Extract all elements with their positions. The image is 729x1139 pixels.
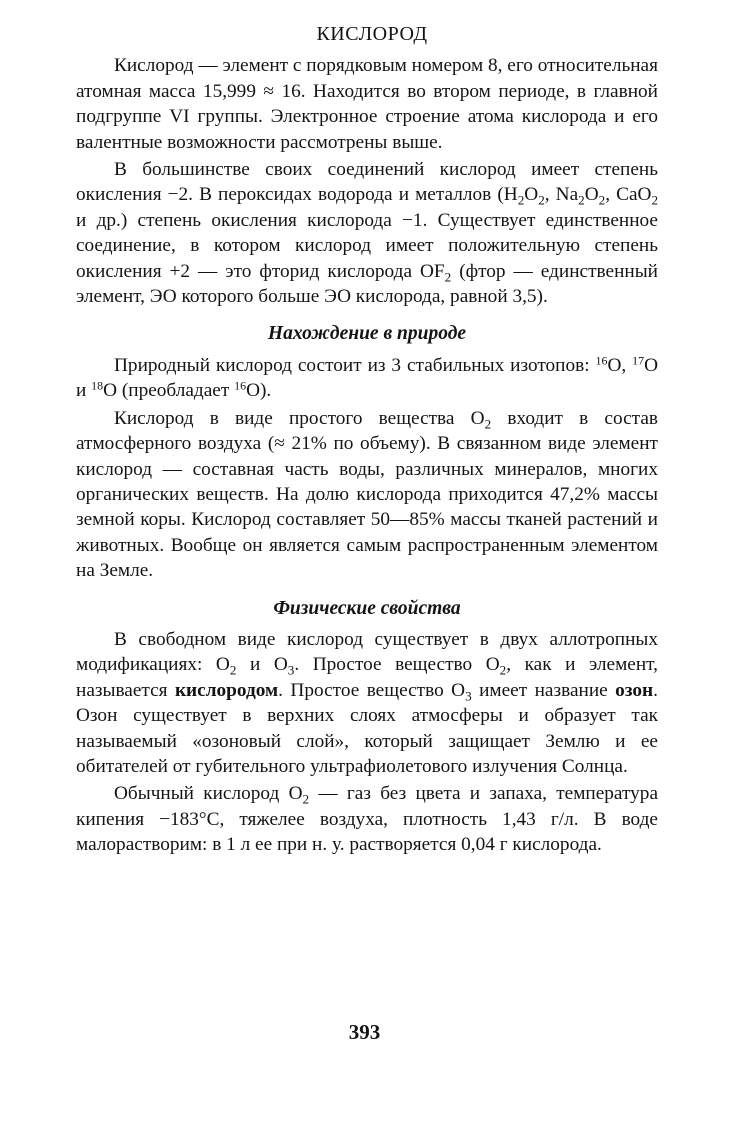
subscript: 2 [302,791,310,807]
section-heading-finding: Нахождение в природе [267,323,467,345]
formula-part: O [215,654,230,676]
formula-part: O [451,679,466,701]
formula-part: CaO [616,184,652,206]
bold-term-oxygen: кислородом [174,679,279,701]
text-run: O (преобладает [103,380,235,402]
subscript: 2 [578,193,585,209]
subscript: 2 [598,193,606,209]
text-run: , [605,184,617,206]
text-run: , [544,184,556,206]
text-run: Природный кислород состоит из 3 стабильных изотопов: [114,354,596,376]
formula-na2o2 [555,184,606,209]
text-run: В большинстве своих соединений кислород имеет степень окисления −2. В пероксидах водорода и металлов ( [76,159,658,206]
bold-term-ozone: озон [615,679,654,701]
superscript: 18 [91,378,104,393]
text-run: , как и элемент, называется [76,654,658,701]
page-title: КИСЛОРОД [316,23,428,45]
text-run: входит в состав атмосферного воздуха (≈ 21% по объему). В связанном виде элемент кислород — составная часть воды, различных минералов, многих органических веществ. На долю кислорода приходится 47,2% массы земной коры. Кислород составляет 50—85% массы тканей растений и животных. Вообще он является самым распространенным элементом на Земле. [76,407,658,582]
page-content [76,22,658,858]
paragraph-physical [76,781,658,857]
subscript: 3 [465,688,472,704]
formula-part: OF [420,260,445,282]
formula-part: O [470,407,485,429]
subscript: 2 [484,416,492,432]
text-run: Обычный кислород [114,783,289,805]
paragraph-abundance [76,406,658,584]
formula-part: O [524,184,539,206]
text-run: Кислород в виде простого вещества [114,407,471,429]
subscript: 3 [287,662,295,678]
text-run: O и [76,354,658,402]
formula-part: O [288,783,303,805]
text-run: . Простое вещество [278,679,452,701]
formula-part: O [485,654,500,676]
page-number: 393 [348,1020,381,1044]
formula-part: O [273,654,288,676]
superscript: 17 [632,353,645,368]
paragraph-allotropes [76,627,658,779]
subscript: 2 [538,193,545,209]
formula-part: H [503,184,518,206]
text-run: O, [607,354,633,376]
text-run: и др.) степень окисления кислорода −1. Существует единственное соединение, в котором кислород имеет положительную степень окисления +2 — это фторид кислорода [76,209,658,282]
text-run: В свободном виде кислород существует в двух аллотропных модификациях: [76,628,658,676]
formula-cao2 [616,184,659,209]
text-run: — газ без цвета и запаха, температура кипения −183°С, тяжелее воздуха, плотность 1,43 г/л. В воде малорастворим: в 1 л ее при н. у. растворяется 0,04 г кислорода. [76,783,658,856]
text-run: и [236,654,274,676]
text-run: . Простое вещество [294,654,486,676]
section-heading-physical: Физические свойства [273,597,461,619]
paragraph-isotopes [76,353,658,404]
superscript: 16 [234,378,247,393]
subscript: 2 [517,193,525,209]
subscript: 2 [444,269,452,285]
formula-h2o2 [503,184,545,209]
text-run: имеет название [471,679,616,701]
text-run: O). [246,380,272,402]
subscript: 2 [499,662,507,678]
paragraph-oxidation-states [76,157,658,309]
superscript: 16 [595,353,608,368]
subscript: 2 [229,662,237,678]
paragraph-intro: Кислород — элемент с порядковым номером 8, его относительная атомная масса 15,999 ≈ 16. Находится во втором периоде, в главной подгруппе VI группы. Электронное строение атома кислорода и его валентные возможности рассмотрены выше. [76,55,658,153]
text-run: . Озон существует в верхних слоях атмосферы и образует так называемый «озоновый слой», который защищает Землю и ее обитателей от губительного ультрафиолетового излучения Солнца. [76,679,658,777]
formula-part: Na [555,184,579,206]
text-run: (фтор — единственный элемент, ЭО которого больше ЭО кислорода, равной 3,5). [76,260,658,308]
formula-of2 [420,260,452,285]
formula-part: O [584,184,599,206]
subscript: 2 [651,193,659,209]
